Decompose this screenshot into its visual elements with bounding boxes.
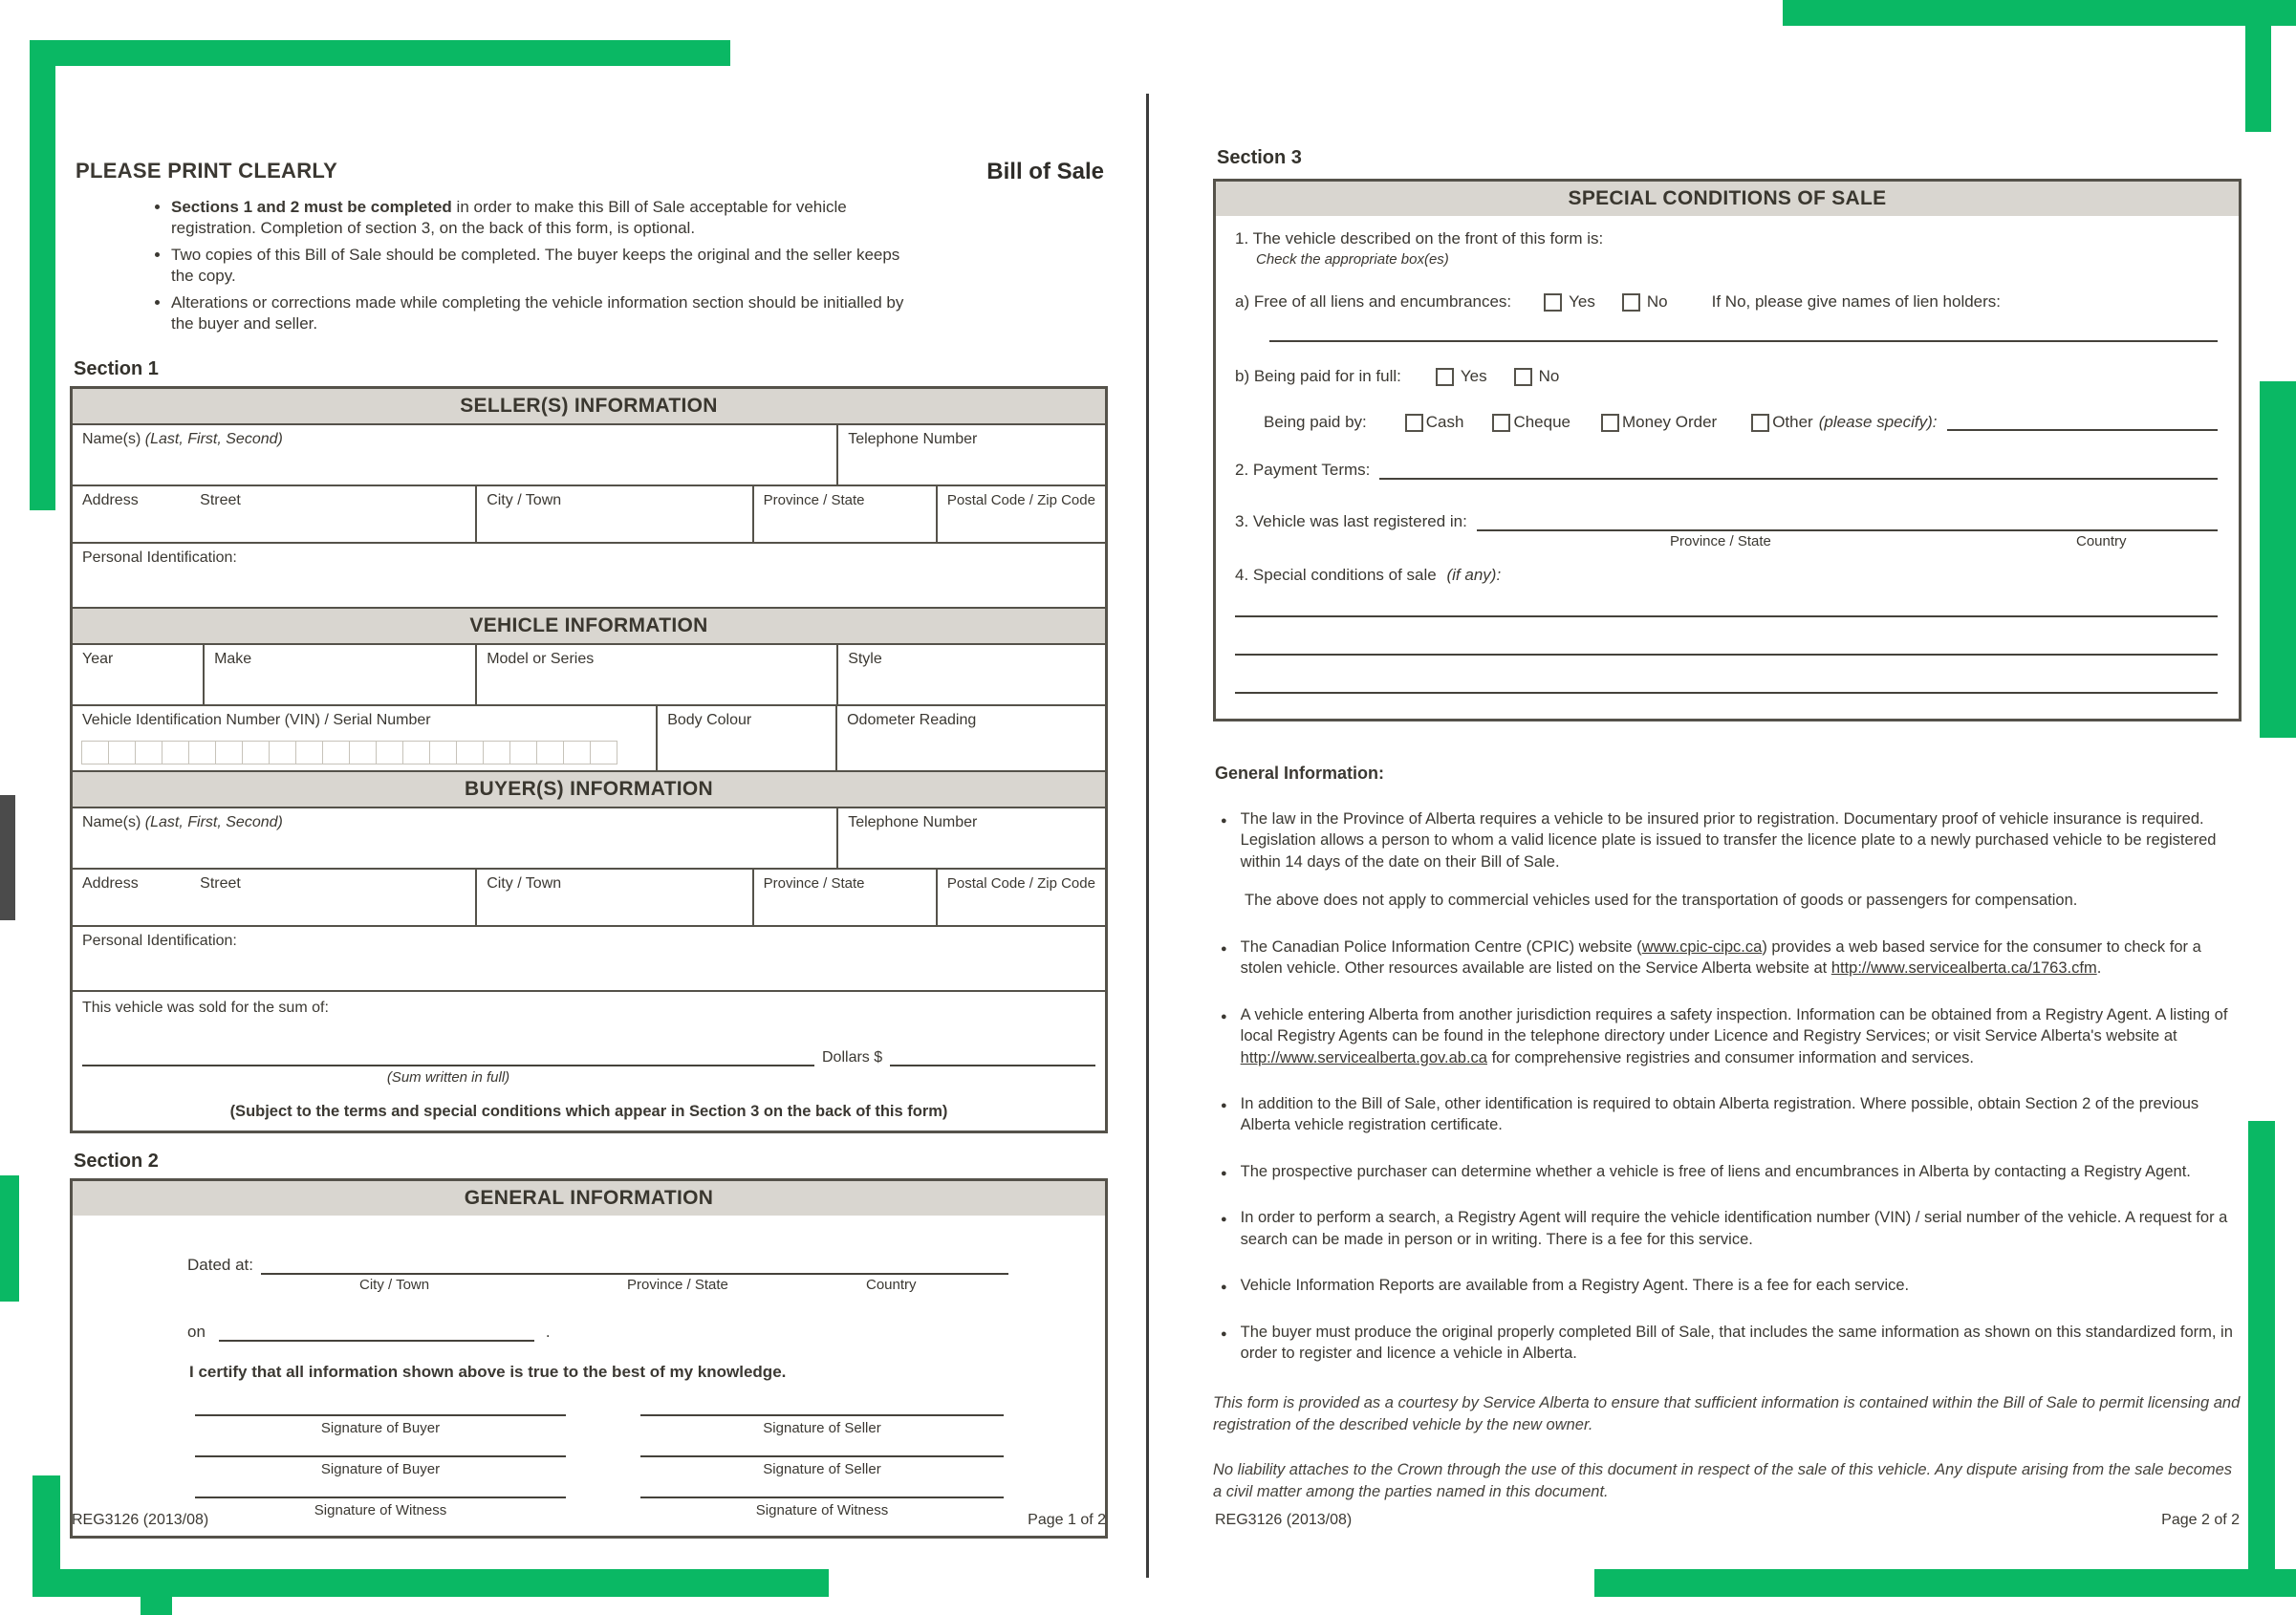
liens-row	[1235, 292, 2218, 312]
buyer-signature-label-1: Signature of Buyer	[320, 1419, 441, 1436]
paid-in-full-row	[1235, 367, 2218, 386]
seller-telephone-field[interactable]	[836, 425, 1105, 484]
accent-right-bar	[2260, 381, 2296, 738]
buyer-city-label: City / Town	[487, 874, 562, 892]
witness-signature-line-right[interactable]	[640, 1497, 1004, 1498]
seller-province-label: Province / State	[763, 491, 865, 508]
accent-bottom-right-vertical	[2248, 1121, 2275, 1577]
general-information-body	[73, 1256, 1105, 1536]
witness-signature-line-left[interactable]	[195, 1497, 566, 1498]
gi-bullet-3-text	[1241, 1004, 2242, 1068]
style-label: Style	[848, 650, 882, 667]
country-sublabel: Country	[866, 1276, 917, 1293]
liens-no-label: No	[1646, 292, 1668, 311]
intro-note-3: • Alterations or corrections made while completing the vehicle information section should be initialled by the buyer and seller.	[171, 292, 919, 335]
condition-line-3[interactable]	[1235, 692, 2218, 694]
buyer-personal-id-row	[73, 925, 1105, 990]
buyer-signature-line-1[interactable]	[195, 1414, 566, 1416]
form-number-page-1: REG3126 (2013/08)	[72, 1512, 209, 1528]
model-label: Model or Series	[487, 650, 595, 667]
being-paid-by-row	[1264, 413, 2218, 432]
intro-note-1-bold: Sections 1 and 2 must be completed	[171, 198, 452, 216]
vehicle-information-header: VEHICLE INFORMATION	[73, 607, 1105, 643]
money-order-label: Money Order	[1622, 413, 1718, 431]
payment-terms-label: 2. Payment Terms:	[1235, 461, 1371, 479]
special-conditions-item	[1235, 566, 2218, 585]
last-registered-row	[1235, 512, 2218, 531]
sale-amount-cell	[73, 992, 1105, 1130]
accent-left-edge-gray	[0, 795, 15, 920]
bullet-icon	[1221, 1164, 1227, 1182]
buyer-name-row	[73, 807, 1105, 868]
buyer-street-label: Street	[200, 874, 241, 892]
vehicle-vin-row	[73, 704, 1105, 770]
page-divider-line	[1146, 94, 1149, 1578]
special-item-1: 1. The vehicle described on the front of this form is:	[1235, 229, 1604, 248]
payment-terms-row	[1235, 461, 2218, 480]
page-2-back	[1213, 124, 2242, 1558]
cheque-label: Cheque	[1513, 413, 1570, 431]
registered-country-sublabel: Country	[2076, 533, 2127, 549]
gi-bullet-3	[1213, 1004, 2242, 1068]
other-label: Other	[1772, 413, 1813, 431]
sum-written-hint: (Sum written in full)	[386, 1068, 510, 1086]
other-specify-line[interactable]	[1947, 414, 2218, 431]
bullet-icon	[1221, 1210, 1227, 1250]
buyer-street-field[interactable]	[73, 870, 475, 925]
buyer-name-label: Name(s)	[82, 813, 141, 830]
on-label: on	[187, 1322, 206, 1341]
bullet-icon	[1221, 1278, 1227, 1296]
province-state-sublabel: Province / State	[627, 1276, 728, 1293]
check-boxes-hint: Check the appropriate box(es)	[1256, 251, 1449, 268]
cash-label: Cash	[1425, 413, 1464, 431]
vehicle-model-field[interactable]	[475, 645, 836, 704]
gi-bullet-1	[1213, 808, 2242, 872]
intro-note-1	[171, 197, 919, 240]
seller-postal-field[interactable]	[936, 486, 1105, 542]
section-1-form-box	[70, 386, 1108, 1133]
on-period: .	[545, 1322, 551, 1341]
cash-checkbox[interactable]	[1405, 414, 1423, 432]
accent-left-edge-green	[0, 1175, 19, 1302]
gi-bullet-2-part-1: The Canadian Police Information Centre (CPIC) website (	[1240, 937, 1642, 956]
sold-sum-label: This vehicle was sold for the sum of:	[82, 999, 329, 1016]
gi-bullet-3-part-2: for comprehensive registries and consumer information and services.	[1486, 1048, 1974, 1066]
section-3-label: Section 3	[1217, 147, 1302, 168]
seller-signature-label-1: Signature of Seller	[763, 1419, 881, 1436]
seller-signature-label-2: Signature of Seller	[763, 1460, 881, 1477]
seller-city-label: City / Town	[487, 491, 562, 508]
special-conditions-label: 4. Special conditions of sale	[1235, 566, 1437, 584]
body-colour-label: Body Colour	[667, 711, 752, 728]
last-registered-line[interactable]	[1477, 514, 2218, 531]
page-1-front	[70, 143, 1108, 1556]
seller-postal-label: Postal Code / Zip Code	[946, 491, 1095, 508]
liens-free-label: a) Free of all liens and encumbrances:	[1235, 292, 1512, 311]
on-date-row	[187, 1323, 1105, 1342]
servicealberta-gov-link[interactable]: http://www.servicealberta.gov.ab.ca	[1240, 1048, 1487, 1066]
buyer-address-row	[73, 868, 1105, 925]
seller-information-header: SELLER(S) INFORMATION	[73, 389, 1105, 423]
seller-address-label: Address	[82, 491, 139, 508]
seller-personal-id-row	[73, 542, 1105, 607]
gi-bullet-2-text	[1241, 937, 2242, 980]
seller-signature-1	[640, 1414, 1004, 1436]
intro-note-2: • Two copies of this Bill of Sale should be completed. The buyer keeps the original and the seller keeps the copy.	[171, 245, 919, 288]
seller-name-row	[73, 423, 1105, 484]
section-3-form-box	[1213, 179, 2242, 721]
gi-bullet-8	[1213, 1322, 2242, 1365]
accent-bottom-left-vertical	[32, 1475, 60, 1597]
sale-amount-row	[73, 990, 1105, 1130]
dated-at-line[interactable]	[261, 1258, 1008, 1275]
accent-bottom-right-horizontal	[1594, 1569, 2296, 1597]
gi-bullet-8-text: The buyer must produce the original properly completed Bill of Sale, that includes the same information as shown on this standardized form, in order to register and licence a vehicle in Alberta.	[1240, 1323, 2233, 1362]
seller-name-field[interactable]	[73, 425, 836, 484]
sum-line-row	[82, 1049, 1095, 1066]
buyer-province-field[interactable]	[752, 870, 936, 925]
vin-label: Vehicle Identification Number (VIN) / Serial Number	[82, 711, 431, 728]
buyer-signature-1	[195, 1414, 566, 1436]
intro-note-1-rest: in order to make this Bill of Sale acceptable for vehicle registration. Completion of section 3, on the back of this form, is optional.	[171, 198, 847, 238]
gi-bullet-4-text: In addition to the Bill of Sale, other identification is required to obtain Alberta registration. Where possible, obtain Section 2 of the previous Alberta vehicle registration certificate.	[1240, 1094, 2199, 1134]
liens-no-checkbox[interactable]	[1622, 293, 1640, 312]
gi-bullet-7	[1213, 1275, 2242, 1296]
gi-bullet-4	[1213, 1093, 2242, 1136]
buyer-signature-line-2[interactable]	[195, 1455, 566, 1457]
accent-top-right-vertical	[2245, 0, 2271, 132]
courtesy-note: This form is provided as a courtesy by Service Alberta to ensure that sufficient information is contained within the Bill of Sale to permit licensing and registration of the described vehicle by the new owner.	[1213, 1394, 2241, 1434]
subject-to-terms-note: (Subject to the terms and special conditions which appear in Section 3 on the back of this form)	[229, 1102, 948, 1120]
vin-field[interactable]	[73, 706, 656, 770]
dated-at-row	[187, 1256, 1105, 1275]
liens-yes-label: Yes	[1569, 292, 1595, 311]
buyer-postal-field[interactable]	[936, 870, 1105, 925]
sum-written-line[interactable]	[82, 1049, 814, 1066]
cpic-link[interactable]: www.cpic-cipc.ca	[1641, 937, 1763, 956]
paid-full-no-checkbox[interactable]	[1514, 368, 1532, 386]
signature-area	[73, 1414, 1105, 1518]
gi-bullet-5-text: The prospective purchaser can determine whether a vehicle is free of liens and encumbrances in Alberta by contacting a Registry Agent.	[1240, 1162, 2191, 1180]
dated-at-sublabels	[73, 1275, 1105, 1294]
buyer-personal-id-label: Personal Identification:	[82, 932, 237, 949]
other-checkbox[interactable]	[1751, 414, 1769, 432]
last-registered-sublabels	[1235, 531, 2218, 550]
special-conditions-body	[1216, 216, 2239, 719]
special-conditions-hint: (if any):	[1446, 566, 1502, 584]
vehicle-style-field[interactable]	[836, 645, 1105, 704]
vehicle-year-field[interactable]	[73, 645, 203, 704]
signature-row-1	[73, 1414, 1105, 1436]
on-date-line[interactable]	[219, 1324, 534, 1342]
seller-city-field[interactable]	[475, 486, 751, 542]
gi-bullet-5	[1213, 1161, 2242, 1182]
intro-notes	[154, 197, 919, 335]
other-specify-hint: (please specify):	[1818, 413, 1938, 431]
accent-top-left-horizontal	[30, 40, 730, 66]
seller-signature-line-1[interactable]	[640, 1414, 1004, 1416]
gi-bullet-2-part-2: ) provides a web based service for the consumer to check for a stolen vehicle. Other resources available are listed on the Service Alberta website at	[1240, 937, 2201, 978]
signature-row-2	[73, 1455, 1105, 1477]
accent-top-left-vertical	[30, 40, 55, 510]
seller-personal-id-field[interactable]	[73, 544, 1105, 607]
witness-signature-label-right: Signature of Witness	[755, 1501, 889, 1518]
paid-in-full-label: b) Being paid for in full:	[1235, 367, 1401, 385]
page-1-header	[70, 143, 1108, 185]
accent-bottom-square	[141, 1597, 172, 1615]
gi-bullet-6	[1213, 1207, 2242, 1250]
section-2-label: Section 2	[74, 1150, 159, 1172]
buyer-province-label: Province / State	[763, 874, 865, 892]
general-information-heading: General Information:	[1215, 764, 1385, 783]
seller-province-field[interactable]	[752, 486, 936, 542]
seller-signature-line-2[interactable]	[640, 1455, 1004, 1457]
seller-name-hint: (Last, First, Second)	[144, 430, 283, 447]
bullet-icon	[1221, 1007, 1227, 1068]
liability-note: No liability attaches to the Crown through the use of this document in respect of the sale of this vehicle. Any dispute arising from the sale becomes a civil matter among the parties named in this document.	[1213, 1460, 2233, 1500]
gi-bullet-1-text: The law in the Province of Alberta requires a vehicle to be insured prior to registration. Documentary proof of vehicle insurance is required. Legislation allows a person to whom a valid licence plate is issued to transfer the licence plate to a newly purchased vehicle to be registered within 14 days of the date on their Bill of Sale.	[1240, 810, 2217, 871]
city-town-sublabel: City / Town	[359, 1276, 430, 1293]
condition-line-2[interactable]	[1235, 654, 2218, 656]
page-2-footer	[1215, 1512, 2240, 1529]
condition-line-1[interactable]	[1235, 615, 2218, 617]
cheque-checkbox[interactable]	[1492, 414, 1510, 432]
payment-terms-line[interactable]	[1379, 463, 2218, 480]
page-number-page-2: Page 2 of 2	[2161, 1512, 2240, 1528]
section-2-form-box	[70, 1178, 1108, 1539]
odometer-field[interactable]	[835, 706, 1105, 770]
seller-telephone-label: Telephone Number	[848, 430, 978, 447]
section-1-label: Section 1	[74, 357, 159, 379]
buyer-signature-label-2: Signature of Buyer	[320, 1460, 441, 1477]
bullet-icon	[1221, 939, 1227, 980]
last-registered-label: 3. Vehicle was last registered in:	[1235, 512, 1467, 530]
gi-bullet-2-part-3: .	[2096, 959, 2102, 978]
general-information-header: GENERAL INFORMATION	[73, 1181, 1105, 1216]
accent-top-right-horizontal	[1783, 0, 2296, 26]
bill-of-sale-title: Bill of Sale	[986, 159, 1104, 184]
being-paid-by-label: Being paid by:	[1264, 413, 1367, 431]
buyer-postal-label: Postal Code / Zip Code	[946, 874, 1095, 892]
vehicle-make-field[interactable]	[203, 645, 475, 704]
form-number-page-2: REG3126 (2013/08)	[1215, 1512, 1353, 1528]
body-colour-field[interactable]	[656, 706, 835, 770]
vehicle-main-row	[73, 643, 1105, 704]
gi-commercial-note: The above does not apply to commercial vehicles used for the transportation of goods or passengers for compensation.	[1245, 892, 2078, 910]
buyer-personal-id-field[interactable]	[73, 927, 1105, 990]
closing-notes	[1213, 1392, 2242, 1502]
buyer-telephone-field[interactable]	[836, 808, 1105, 868]
registered-province-sublabel: Province / State	[1670, 533, 1771, 549]
odometer-label: Odometer Reading	[847, 711, 977, 728]
year-label: Year	[82, 650, 114, 667]
page-1-footer	[72, 1512, 1106, 1529]
seller-street-field[interactable]	[73, 486, 475, 542]
lien-holders-line[interactable]	[1269, 340, 2218, 342]
buyer-signature-2	[195, 1455, 566, 1477]
accent-bottom-left-horizontal	[32, 1569, 829, 1597]
dollars-amount-line[interactable]	[890, 1049, 1095, 1066]
liens-yes-checkbox[interactable]	[1544, 293, 1562, 312]
paid-full-yes-label: Yes	[1460, 367, 1487, 385]
certify-statement: I certify that all information shown above is true to the best of my knowledge.	[189, 1362, 787, 1381]
gi-bullet-6-text: In order to perform a search, a Registry Agent will require the vehicle identification number (VIN) / serial number of the vehicle. A request for a search can be made in person or in writing. There is a fee for this service.	[1240, 1209, 2228, 1248]
buyer-telephone-label: Telephone Number	[848, 813, 978, 830]
dated-at-label: Dated at:	[187, 1255, 253, 1274]
page-number-page-1: Page 1 of 2	[1028, 1512, 1106, 1528]
bullet-icon	[1221, 1324, 1227, 1365]
servicealberta-1763-link[interactable]: http://www.servicealberta.ca/1763.cfm	[1830, 959, 2097, 978]
vin-character-boxes[interactable]	[82, 741, 646, 764]
buyer-city-field[interactable]	[475, 870, 751, 925]
seller-address-row	[73, 484, 1105, 542]
seller-signature-2	[640, 1455, 1004, 1477]
general-information-list	[1213, 808, 2242, 1364]
paid-full-yes-checkbox[interactable]	[1436, 368, 1454, 386]
buyer-information-header: BUYER(S) INFORMATION	[73, 770, 1105, 807]
make-label: Make	[214, 650, 252, 667]
money-order-checkbox[interactable]	[1601, 414, 1619, 432]
gi-bullet-2	[1213, 937, 2242, 980]
dollars-label: Dollars $	[822, 1048, 883, 1066]
witness-signature-label-left: Signature of Witness	[314, 1501, 447, 1518]
buyer-address-label: Address	[82, 874, 139, 892]
lien-holders-label: If No, please give names of lien holders:	[1711, 292, 2002, 311]
special-conditions-header: SPECIAL CONDITIONS OF SALE	[1216, 182, 2239, 216]
seller-personal-id-label: Personal Identification:	[82, 549, 237, 566]
seller-name-label: Name(s)	[82, 430, 141, 447]
print-clearly-heading: PLEASE PRINT CLEARLY	[76, 159, 338, 183]
buyer-name-field[interactable]	[73, 808, 836, 868]
seller-street-label: Street	[200, 491, 241, 508]
paid-full-no-label: No	[1538, 367, 1560, 385]
gi-bullet-3-part-1: A vehicle entering Alberta from another jurisdiction requires a safety inspection. Information can be obtained from a Registry Agent. A listing of local Registry Agents can be found in the telephone directory under Licence and Registry Services; or visit Service Alberta's website at	[1240, 1005, 2228, 1045]
bullet-icon	[1221, 1096, 1227, 1136]
gi-bullet-7-text: Vehicle Information Reports are available from a Registry Agent. There is a fee for each service.	[1240, 1277, 1910, 1295]
buyer-name-hint: (Last, First, Second)	[144, 813, 283, 830]
bullet-icon	[1221, 811, 1227, 872]
